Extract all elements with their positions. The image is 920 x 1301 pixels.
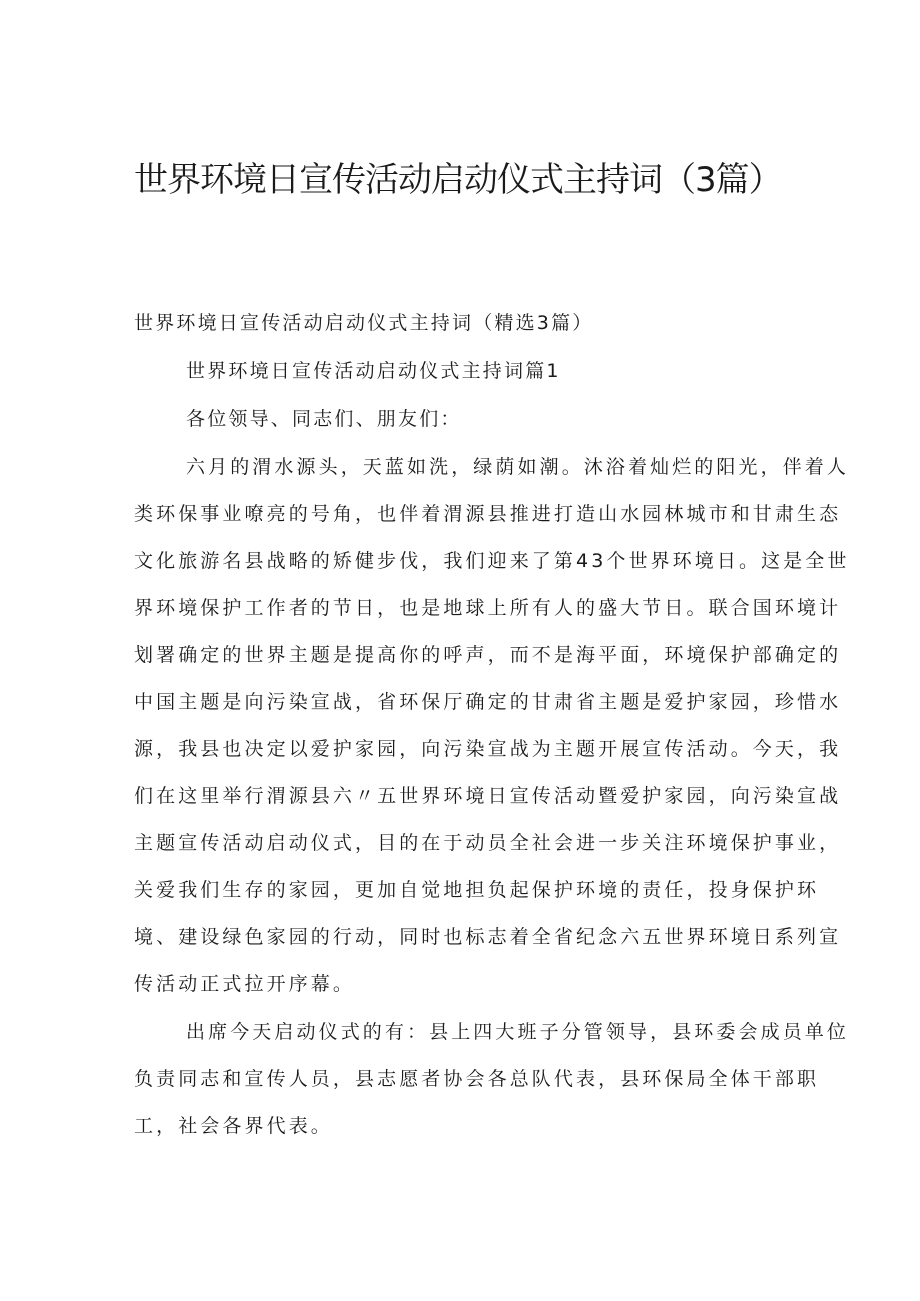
paragraph-2-line: 出席今天启动仪式的有：县上四大班子分管领导，县环委会成员单位 <box>186 1021 850 1043</box>
paragraph-1-line: 源，我县也决定以爱护家园，向污染宣战为主题开展宣传活动。今天，我 <box>134 738 842 760</box>
section-heading: 世界环境日宣传活动启动仪式主持词篇1 <box>186 360 561 382</box>
paragraph-1-line: 传活动正式拉开序幕。 <box>134 973 356 995</box>
paragraph-1-line: 文化旅游名县战略的矫健步伐，我们迎来了第43个世界环境日。这是全世 <box>134 550 850 572</box>
greeting-line: 各位领导、同志们、朋友们： <box>186 408 462 430</box>
paragraph-1-line: 六月的渭水源头，天蓝如洗，绿荫如潮。沐浴着灿烂的阳光，伴着人 <box>186 456 850 478</box>
paragraph-1-line: 主题宣传活动启动仪式，目的在于动员全社会进一步关注环境保护事业， <box>134 832 842 854</box>
paragraph-1-line: 界环境保护工作者的节日，也是地球上所有人的盛大节日。联合国环境计 <box>134 597 842 619</box>
paragraph-1-line: 类环保事业嘹亮的号角，也伴着渭源县推进打造山水园林城市和甘肃生态 <box>134 503 842 525</box>
paragraph-1-line: 划署确定的世界主题是提高你的呼声，而不是海平面，环境保护部确定的 <box>134 644 842 666</box>
paragraph-1-line: 中国主题是向污染宣战，省环保厅确定的甘肃省主题是爱护家园，珍惜水 <box>134 691 842 713</box>
paragraph-1-line: 们在这里举行渭源县六〃五世界环境日宣传活动暨爱护家园，向污染宣战 <box>134 785 842 807</box>
document-title: 世界环境日宣传活动启动仪式主持词（3篇） <box>134 160 782 200</box>
paragraph-2-line: 工，社会各界代表。 <box>134 1115 333 1137</box>
paragraph-1-line: 关爱我们生存的家园，更加自觉地担负起保护环境的责任，投身保护环 <box>134 879 820 901</box>
paragraph-1-line: 境、建设绿色家园的行动，同时也标志着全省纪念六五世界环境日系列宣 <box>134 926 842 948</box>
document-subtitle: 世界环境日宣传活动启动仪式主持词（精选3篇） <box>134 312 594 334</box>
paragraph-2-line: 负责同志和宣传人员，县志愿者协会各总队代表，县环保局全体干部职 <box>134 1068 820 1090</box>
